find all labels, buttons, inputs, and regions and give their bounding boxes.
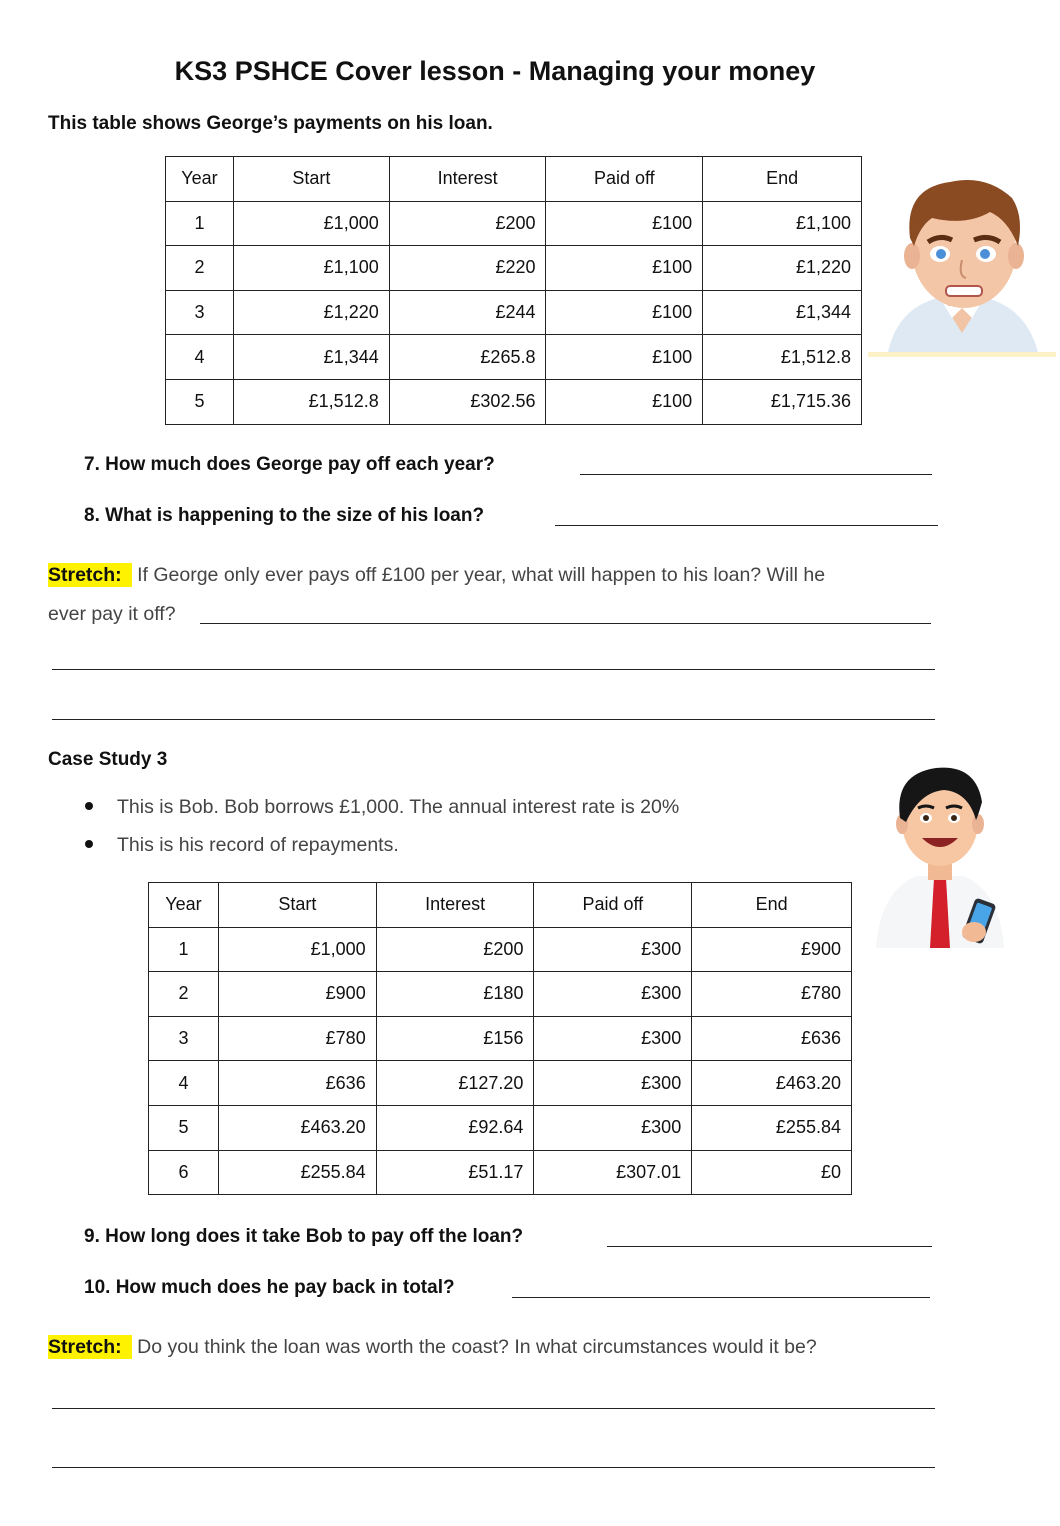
- start-cell: £900: [218, 972, 376, 1017]
- stretch-answer-line[interactable]: [200, 623, 931, 624]
- question-8: 8. What is happening to the size of his loan?: [84, 505, 485, 526]
- table-header-row: [166, 157, 862, 202]
- george-payments-table: [165, 156, 862, 425]
- interest-cell: £127.20: [376, 1061, 534, 1106]
- table-row: [149, 1150, 852, 1195]
- stretch-answer-line[interactable]: [52, 1408, 935, 1409]
- end-cell: £255.84: [692, 1105, 852, 1150]
- year-cell: 4: [166, 335, 234, 380]
- bullet-item: [85, 796, 679, 819]
- end-cell: £636: [692, 1016, 852, 1061]
- paid-off-cell: £300: [534, 1105, 692, 1150]
- answer-line-9[interactable]: [607, 1246, 932, 1247]
- column-header: Year: [166, 157, 234, 202]
- table-header-row: [149, 883, 852, 928]
- interest-cell: £244: [389, 290, 546, 335]
- interest-cell: £200: [389, 201, 546, 246]
- worksheet-title: KS3 PSHCE Cover lesson - Managing your money: [174, 56, 816, 86]
- year-cell: 3: [149, 1016, 219, 1061]
- george-stretch-line2: ever pay it off?: [48, 603, 176, 625]
- case-study-heading: Case Study 3: [48, 749, 168, 770]
- column-header: Paid off: [546, 157, 703, 202]
- year-cell: 3: [166, 290, 234, 335]
- end-cell: £1,344: [703, 290, 862, 335]
- end-cell: £1,100: [703, 201, 862, 246]
- column-header: Start: [218, 883, 376, 928]
- table-row: [166, 379, 862, 424]
- table-row: [149, 1105, 852, 1150]
- table-row: [166, 201, 862, 246]
- table-row: [166, 246, 862, 291]
- year-cell: 4: [149, 1061, 219, 1106]
- bullet-dot: [85, 802, 93, 810]
- table-row: [149, 1016, 852, 1061]
- answer-line-8[interactable]: [555, 525, 938, 526]
- end-cell: £1,512.8: [703, 335, 862, 380]
- stretch-label: Stretch:: [48, 563, 132, 587]
- paid-off-cell: £307.01: [534, 1150, 692, 1195]
- paid-off-cell: £300: [534, 1061, 692, 1106]
- interest-cell: £200: [376, 927, 534, 972]
- interest-cell: £51.17: [376, 1150, 534, 1195]
- start-cell: £1,000: [233, 201, 389, 246]
- start-cell: £1,220: [233, 290, 389, 335]
- interest-cell: £265.8: [389, 335, 546, 380]
- end-cell: £463.20: [692, 1061, 852, 1106]
- column-header: Interest: [389, 157, 546, 202]
- column-header: End: [703, 157, 862, 202]
- year-cell: 2: [166, 246, 234, 291]
- paid-off-cell: £100: [546, 335, 703, 380]
- end-cell: £0: [692, 1150, 852, 1195]
- interest-cell: £156: [376, 1016, 534, 1061]
- answer-line-10[interactable]: [512, 1297, 930, 1298]
- question-10: 10. How much does he pay back in total?: [84, 1277, 455, 1298]
- start-cell: £636: [218, 1061, 376, 1106]
- year-cell: 1: [166, 201, 234, 246]
- year-cell: 1: [149, 927, 219, 972]
- end-cell: £1,715.36: [703, 379, 862, 424]
- start-cell: £255.84: [218, 1150, 376, 1195]
- paid-off-cell: £100: [546, 290, 703, 335]
- bullet-item: [85, 834, 399, 857]
- paid-off-cell: £100: [546, 246, 703, 291]
- year-cell: 2: [149, 972, 219, 1017]
- end-cell: £1,220: [703, 246, 862, 291]
- start-cell: £1,512.8: [233, 379, 389, 424]
- paid-off-cell: £100: [546, 201, 703, 246]
- column-header: Start: [233, 157, 389, 202]
- year-cell: 6: [149, 1150, 219, 1195]
- george-intro: This table shows George’s payments on his loan.: [48, 113, 493, 134]
- start-cell: £1,100: [233, 246, 389, 291]
- paid-off-cell: £300: [534, 927, 692, 972]
- interest-cell: £92.64: [376, 1105, 534, 1150]
- year-cell: 5: [166, 379, 234, 424]
- question-9: 9. How long does it take Bob to pay off the loan?: [84, 1226, 524, 1247]
- stretch-label: Stretch:: [48, 1335, 132, 1359]
- start-cell: £463.20: [218, 1105, 376, 1150]
- column-header: Interest: [376, 883, 534, 928]
- start-cell: £780: [218, 1016, 376, 1061]
- stretch-answer-line[interactable]: [52, 669, 935, 670]
- bob-avatar: [872, 762, 1008, 950]
- table-row: [149, 927, 852, 972]
- column-header: Paid off: [534, 883, 692, 928]
- george-stretch: [48, 564, 825, 587]
- bullet-text: This is his record of repayments.: [117, 834, 399, 856]
- bullet-dot: [85, 840, 93, 848]
- paid-off-cell: £300: [534, 1016, 692, 1061]
- column-header: Year: [149, 883, 219, 928]
- column-header: End: [692, 883, 852, 928]
- stretch-answer-line[interactable]: [52, 1467, 935, 1468]
- bullet-text: This is Bob. Bob borrows £1,000. The annual interest rate is 20%: [117, 796, 680, 818]
- start-cell: £1,000: [218, 927, 376, 972]
- paid-off-cell: £300: [534, 972, 692, 1017]
- table-row: [166, 290, 862, 335]
- interest-cell: £220: [389, 246, 546, 291]
- paid-off-cell: £100: [546, 379, 703, 424]
- table-row: [149, 1061, 852, 1106]
- year-cell: 5: [149, 1105, 219, 1150]
- george-avatar: [868, 168, 1056, 360]
- stretch-answer-line[interactable]: [52, 719, 935, 720]
- question-7: 7. How much does George pay off each year?: [84, 454, 495, 475]
- stretch-text: If George only ever pays off £100 per year, what will happen to his loan? Will he: [131, 564, 826, 586]
- end-cell: £780: [692, 972, 852, 1017]
- table-row: [149, 972, 852, 1017]
- start-cell: £1,344: [233, 335, 389, 380]
- bob-repayments-table: [148, 882, 852, 1195]
- bob-stretch: [48, 1336, 817, 1359]
- interest-cell: £302.56: [389, 379, 546, 424]
- table-row: [166, 335, 862, 380]
- end-cell: £900: [692, 927, 852, 972]
- interest-cell: £180: [376, 972, 534, 1017]
- answer-line-7[interactable]: [580, 474, 932, 475]
- stretch-text: Do you think the loan was worth the coast? In what circumstances would it be?: [131, 1336, 817, 1358]
